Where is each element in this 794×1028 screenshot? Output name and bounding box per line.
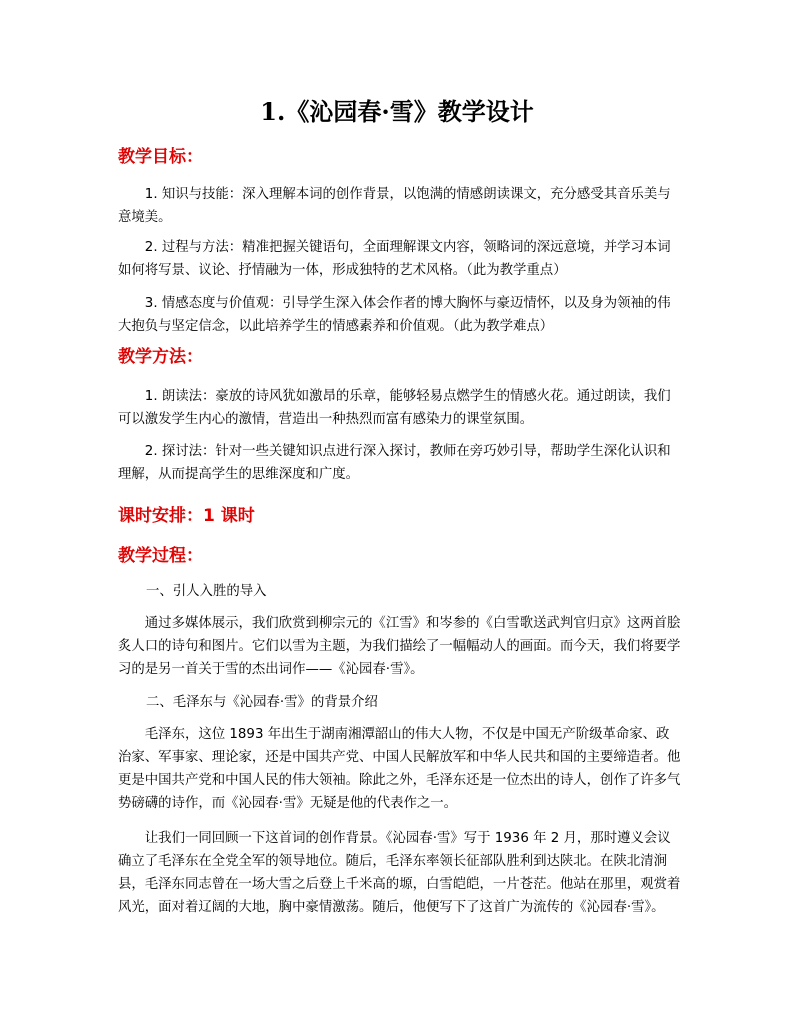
process-section-2-paragraph-1: 毛泽东，这位 1893 年出生于湖南湘潭韶山的伟大人物，不仅是中国无产阶级革命家、政治家、军事家、理论家，还是中国共产党、中国人民解放军和中华人民共和国的主要缔造者。他更是中国共产党和中国人民的伟大领袖。除此之外，毛泽东还是一位杰出的诗人，创作了许多气势磅礴的诗作，而《沁园春·雪》无疑是他的代表作之一。 <box>118 727 681 811</box>
process-section-1-paragraph: 通过多媒体展示，我们欣赏到柳宗元的《江雪》和岑参的《白雪歌送武判官归京》这两首脍炙人口的诗句和图片。它们以雪为主题，为我们描绘了一幅幅动人的画面。而今天，我们将要学习的是另一首关于雪的杰出词作——《沁园春·雪》。 <box>118 616 681 677</box>
goal-item-1: 1. 知识与技能：深入理解本词的创作背景，以饱满的情感朗读课文，充分感受其音乐美与意境美。 <box>118 187 671 225</box>
method-item-2: 2. 探讨法：针对一些关键知识点进行深入探讨，教师在旁巧妙引导，帮助学生深化认识和理解，从而提高学生的思维深度和广度。 <box>118 444 671 482</box>
methods-heading: 教学方法： <box>118 347 203 367</box>
goal-item-2: 2. 过程与方法：精准把握关键语句，全面理解课文内容，领略词的深远意境，并学习本词如何将写景、议论、抒情融为一体，形成独特的艺术风格。（此为教学重点） <box>118 240 671 278</box>
process-heading: 教学过程： <box>118 546 203 566</box>
goals-heading: 教学目标： <box>118 147 203 167</box>
process-section-2-title: 二、毛泽东与《沁园春·雪》的背景介绍 <box>146 695 378 710</box>
process-section-1-title: 一、引人入胜的导入 <box>146 584 267 599</box>
schedule-heading: 课时安排：1 课时 <box>118 506 255 526</box>
method-item-1: 1. 朗读法：豪放的诗风犹如激昂的乐章，能够轻易点燃学生的情感火花。通过朗读，我们可以激发学生内心的激情，营造出一种热烈而富有感染力的课堂氛围。 <box>118 389 671 427</box>
process-section-2-paragraph-2: 让我们一同回顾一下这首词的创作背景。《沁园春·雪》写于 1936 年 2 月，那时遵义会议确立了毛泽东在全党全军的领导地位。随后，毛泽东率领长征部队胜利到达陕北。在陕北清涧县，毛泽东同志曾在一场大雪之后登上千米高的塬，白雪皑皑，一片苍茫。他站在那里，观赏着风光，面对着辽阔的大地，胸中豪情激荡。随后，他便写下了这首广为流传的《沁园春·雪》。 <box>118 831 681 915</box>
goal-item-3: 3. 情感态度与价值观：引导学生深入体会作者的博大胸怀与豪迈情怀，以及身为领袖的伟大抱负与坚定信念，以此培养学生的情感素养和价值观。（此为教学难点） <box>118 296 671 334</box>
document-title: 1.《沁园春·雪》教学设计 <box>260 97 534 126</box>
